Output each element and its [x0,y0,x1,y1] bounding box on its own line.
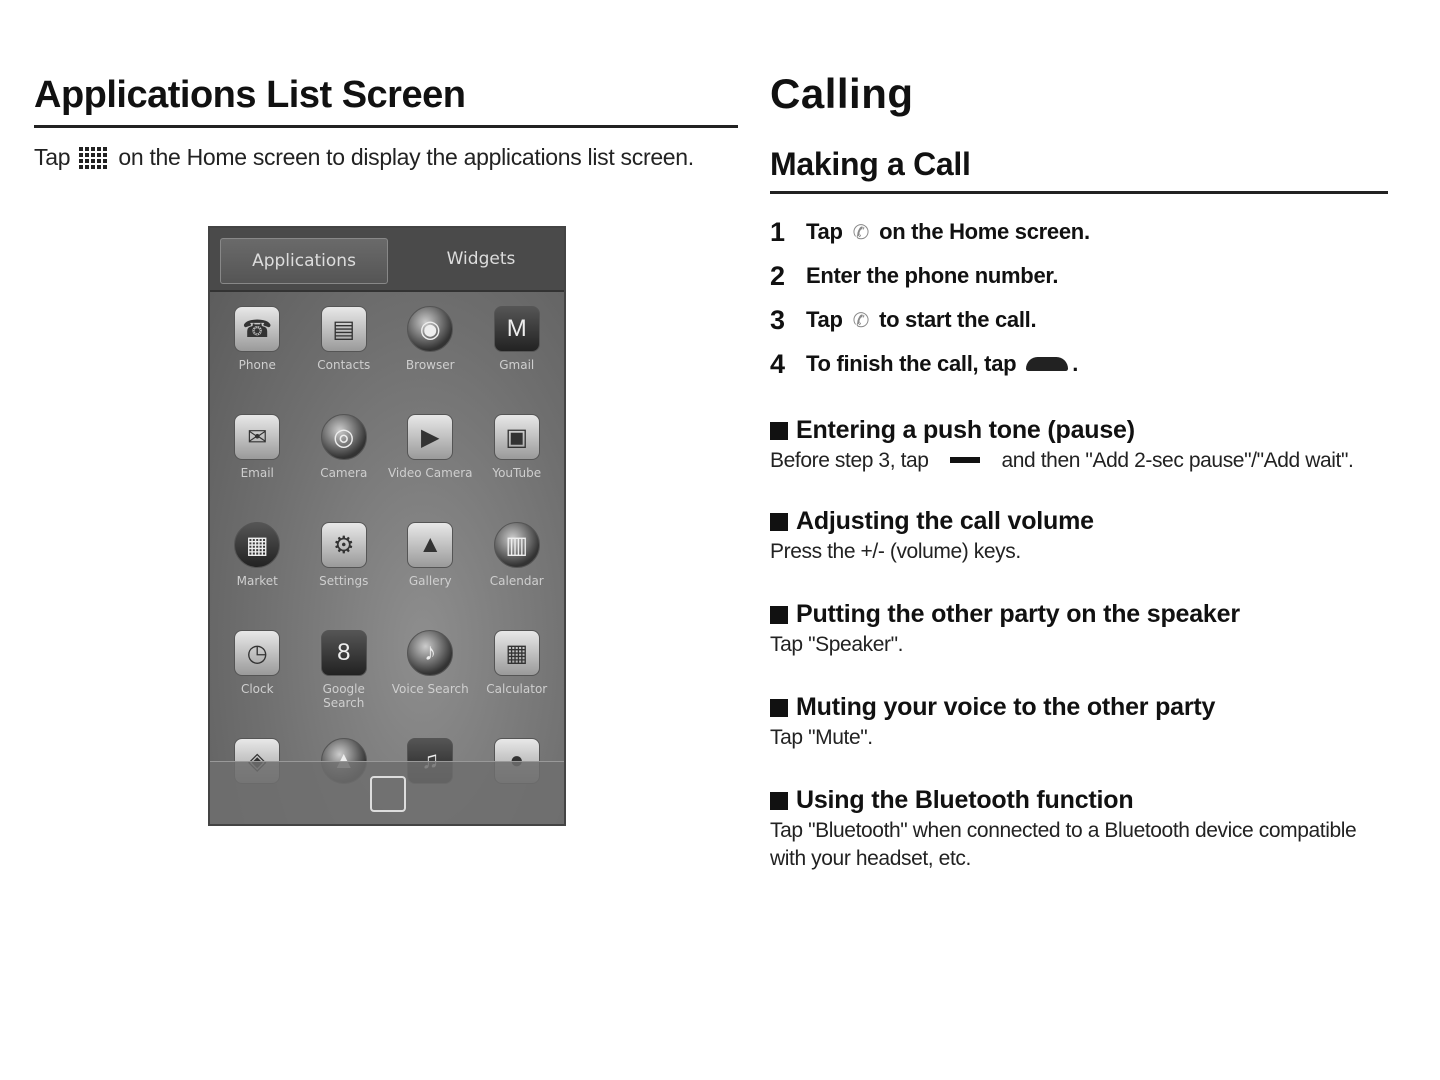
section-body [770,447,1388,475]
app-calendar[interactable] [474,516,561,624]
phone-screenshot [208,226,566,826]
section-body-before: Before step 3, tap [770,449,929,472]
calendar-icon: ▥ [494,522,540,568]
app-label: Camera [320,466,368,480]
square-bullet-icon [770,513,788,531]
step-list [770,210,1388,386]
section-speaker [770,600,1388,659]
section-body: Tap "Bluetooth" when connected to a Bluetooth device compatible with your headset, etc. [770,819,1357,870]
app-label: Market [236,574,278,588]
app-label: Voice Search [391,682,469,696]
app-market[interactable] [214,516,301,624]
app-camera[interactable] [301,408,388,516]
app-youtube[interactable] [474,408,561,516]
app-label: Gmail [499,358,535,372]
app-google-search[interactable] [301,624,388,732]
settings-icon: ⚙ [321,522,367,568]
contacts-icon: ▤ [321,306,367,352]
app-gmail[interactable] [474,300,561,408]
app-phone[interactable] [214,300,301,408]
step-text: on the Home screen. [879,219,1090,244]
square-bullet-icon [770,606,788,624]
app-voice-search[interactable] [387,624,474,732]
dock [210,761,564,824]
app-settings[interactable] [301,516,388,624]
step-text: Enter the phone number. [806,263,1059,288]
section-title [770,416,1388,445]
step-number: 3 [770,304,785,335]
section-bluetooth [770,786,1388,873]
step-3 [770,298,1388,342]
home-button[interactable] [370,776,406,812]
camera-icon: ◎ [321,414,367,460]
app-browser[interactable] [387,300,474,408]
section-title-text: Adjusting the call volume [796,507,1094,535]
app-grid-icon [79,145,109,169]
microphone-icon: ♪ [407,630,453,676]
applications-heading: Applications List Screen [34,74,466,116]
right-column [770,70,1388,873]
app-calculator[interactable] [474,624,561,732]
heading-rule [34,125,738,128]
section-title-text: Muting your voice to the other party [796,693,1216,721]
section-body: Press the +/- (volume) keys. [770,540,1021,563]
step-number: 2 [770,260,785,291]
tab-applications[interactable]: Applications [220,238,388,284]
app-email[interactable] [214,408,301,516]
call-icon: ✆ [852,309,870,332]
clock-icon: ◷ [234,630,280,676]
section-title [770,507,1388,536]
app-clock[interactable] [214,624,301,732]
app-grid [210,292,564,826]
phone-tabs [210,228,564,292]
left-column [34,70,738,710]
step-text: Tap [806,219,843,244]
section-mute [770,693,1388,752]
phone-icon: ✆ [852,221,870,244]
app-label: Phone [238,358,276,372]
section-title [770,786,1388,815]
step-text: . [1072,351,1079,376]
intro-before: Tap [34,144,71,170]
video-camera-icon: ▶ [407,414,453,460]
app-label: Gallery [408,574,452,588]
gallery-icon: ▲ [407,522,453,568]
mail-icon: M [494,306,540,352]
step-text: to start the call. [879,307,1037,332]
app-label: Clock [240,682,274,696]
app-label: Settings [319,574,369,588]
app-label: Calendar [489,574,544,588]
square-bullet-icon [770,699,788,717]
app-label: Video Camera [387,466,473,480]
app-label: Calculator [486,682,548,696]
section-call-volume [770,507,1388,566]
globe-icon: ◉ [407,306,453,352]
intro-text [34,142,738,173]
market-icon: ▦ [234,522,280,568]
calling-heading: Calling [770,70,914,117]
section-title [770,693,1388,722]
app-contacts[interactable] [301,300,388,408]
section-push-tone [770,416,1388,475]
square-bullet-icon [770,422,788,440]
end-call-icon [1026,357,1068,371]
step-number: 4 [770,348,785,379]
step-1 [770,210,1388,254]
app-label: Email [240,466,274,480]
section-body: Tap "Speaker". [770,633,904,656]
calculator-icon: ▦ [494,630,540,676]
email-icon: ✉ [234,414,280,460]
tab-widgets[interactable]: Widgets [446,249,516,269]
app-label: Contacts [317,358,371,372]
app-label: Browser [405,358,455,372]
subheading-rule [770,191,1388,194]
section-title-text: Using the Bluetooth function [796,786,1134,814]
making-a-call-heading: Making a Call [770,146,971,182]
step-text: Tap [806,307,843,332]
intro-after: on the Home screen to display the applications list screen. [118,144,694,170]
section-title-text: Entering a push tone (pause) [796,416,1135,444]
youtube-icon: ▣ [494,414,540,460]
app-video-camera[interactable] [387,408,474,516]
step-2 [770,254,1388,298]
step-text: To finish the call, tap [806,351,1017,376]
app-label: YouTube [492,466,542,480]
step-4 [770,342,1388,386]
phone-icon: ☎ [234,306,280,352]
section-title [770,600,1388,629]
google-search-icon: 8 [321,630,367,676]
square-bullet-icon [770,792,788,810]
section-body: Tap "Mute". [770,726,873,749]
app-gallery[interactable] [387,516,474,624]
menu-key-icon [950,457,980,463]
step-number: 1 [770,216,785,247]
section-body-after: and then "Add 2-sec pause"/"Add wait". [1001,449,1354,472]
app-label: Google Search [322,682,365,710]
section-title-text: Putting the other party on the speaker [796,600,1240,628]
